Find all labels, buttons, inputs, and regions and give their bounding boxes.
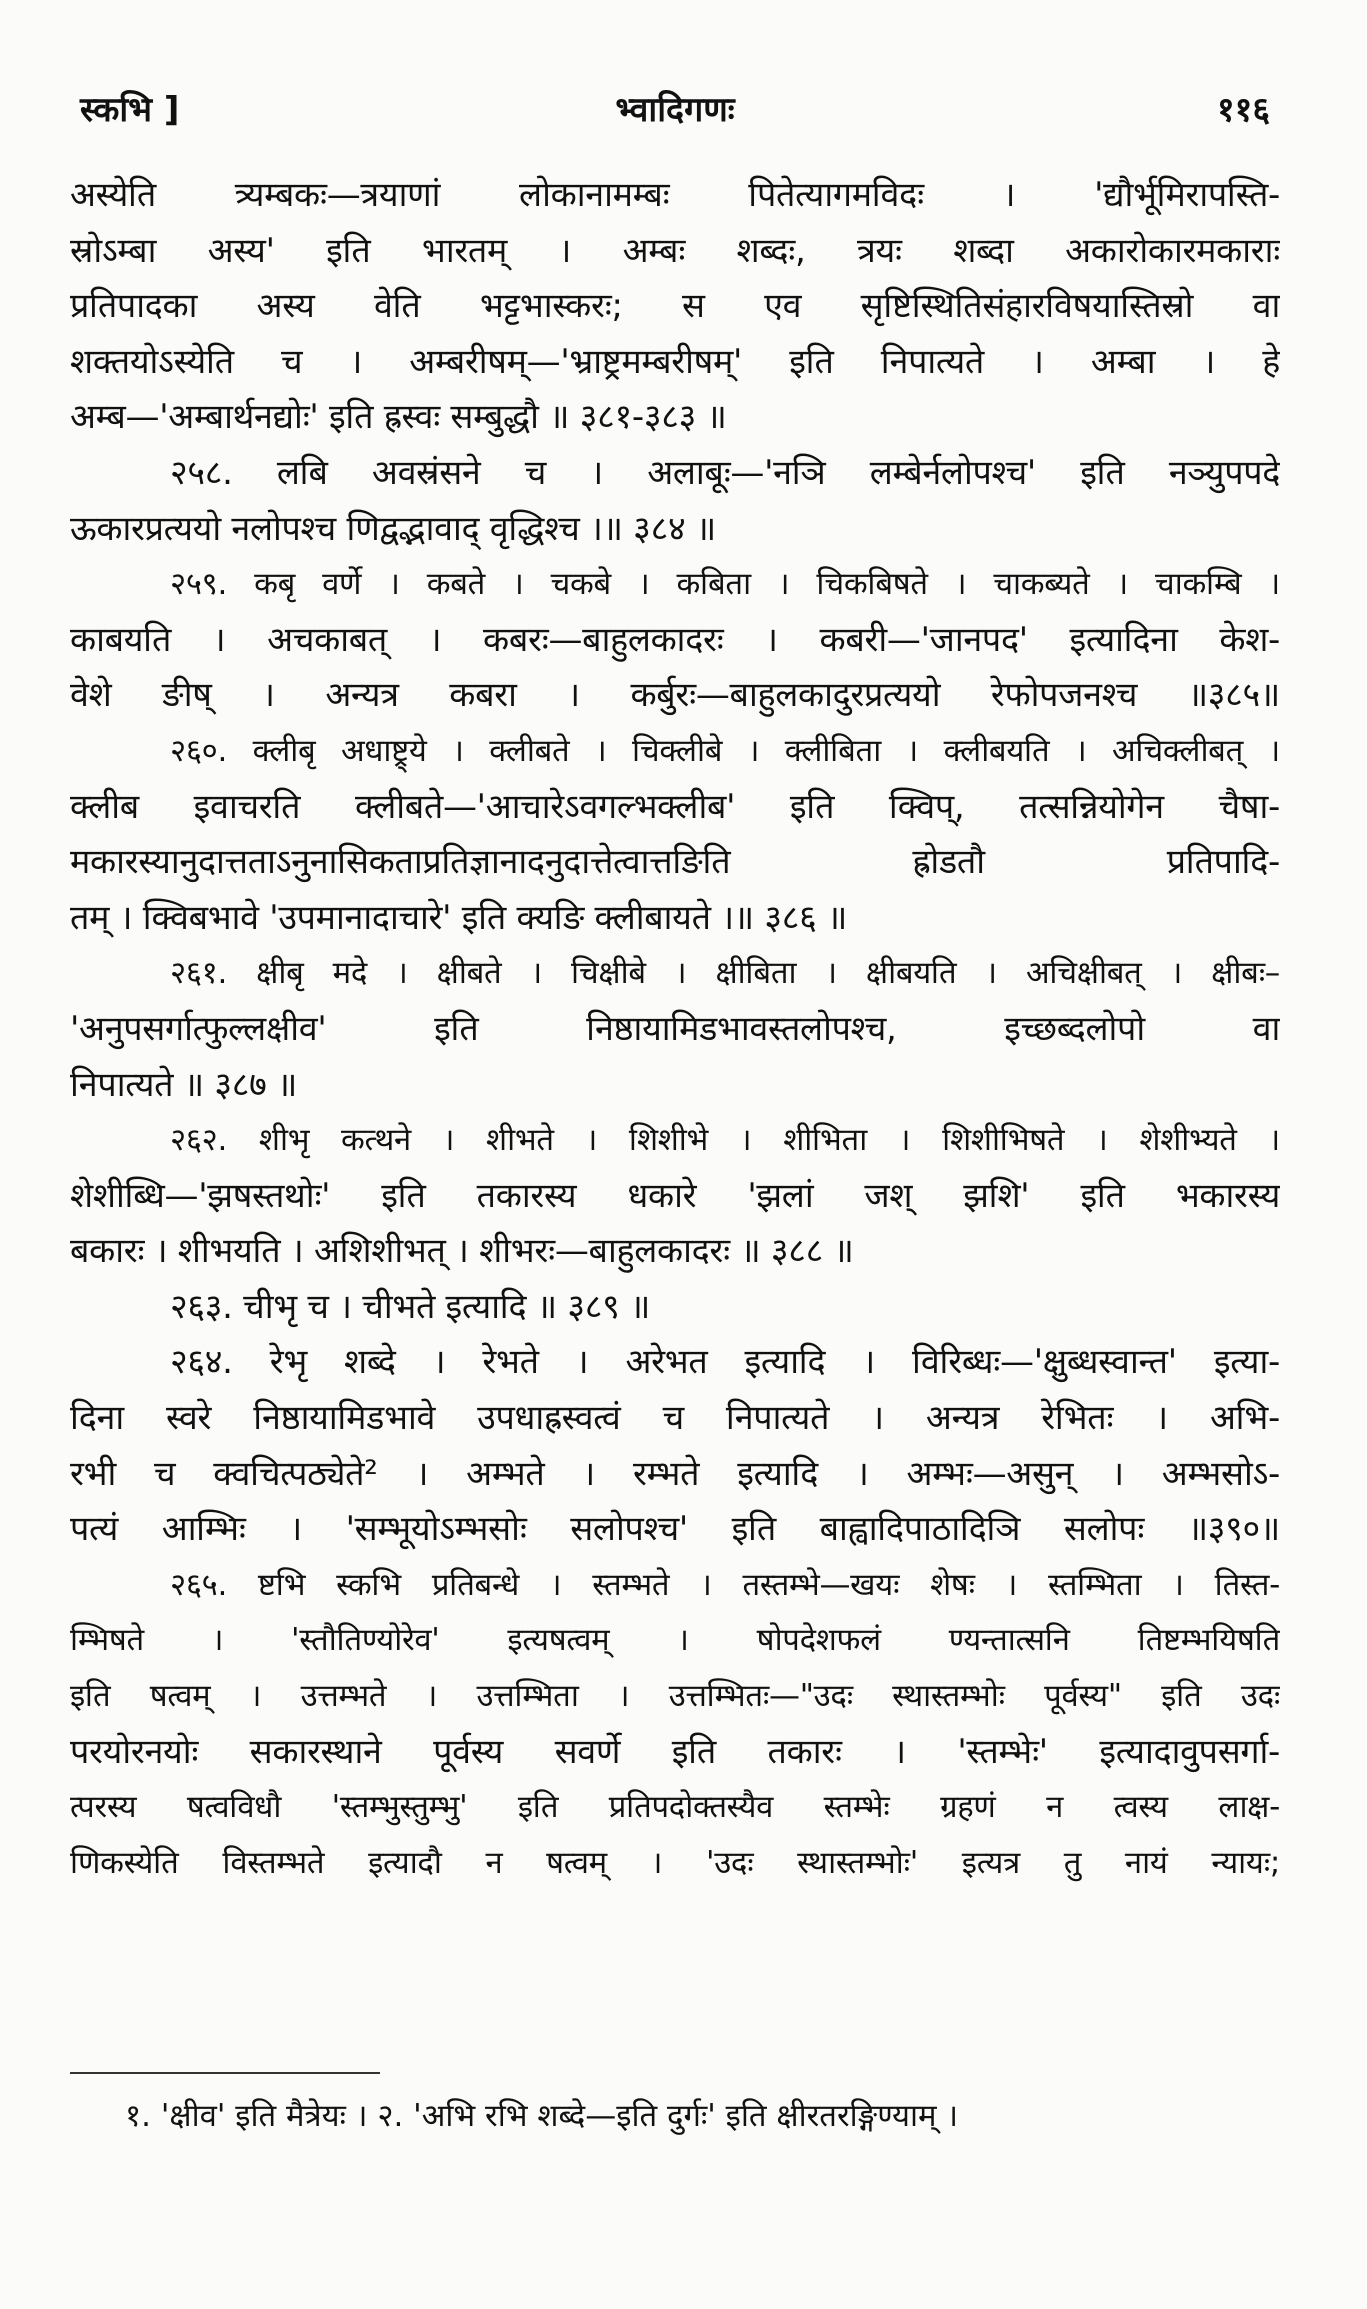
running-header	[80, 80, 1270, 140]
footnotes: १. 'क्षीव' इति मैत्रेयः । २. 'अभि रभि शब्दे—इति दुर्गः' इति क्षीरतरङ्गिण्याम् ।	[125, 2098, 959, 2134]
entry-262-start: २६२. शीभृ कत्थने । शीभते । शिशीभे । शीभिता । शिशीभिषते । शेशीभ्यते ।	[170, 1122, 1280, 1159]
text-line: अम्ब—'अम्बार्थनद्योः' इति ह्रस्वः सम्बुद्धौ ॥ ३८१-३८३ ॥	[70, 397, 727, 438]
text-line: णिकस्येति विस्तम्भते इत्यादौ न षत्वम् । 'उदः स्थास्तम्भोः' इत्यत्र तु नायं न्यायः;	[70, 1844, 1280, 1881]
text-line: काबयति । अचकाबत् । कबरः—बाहुलकादरः । कबरी—'जानपद' इत्यादिना केश-	[70, 619, 1280, 660]
text-line: प्रतिपादका अस्य वेति भट्टभास्करः; स एव सृष्टिस्थितिसंहारविषयास्तिस्रो वा	[70, 286, 1280, 327]
page-number: ११६	[1216, 90, 1270, 130]
text-line: क्लीब इवाचरति क्लीबते—'आचारेऽवगल्भक्लीब' इति क्विप्, तत्सन्नियोगेन चैषा-	[70, 786, 1280, 827]
text-line: पत्यं आम्भिः । 'सम्भूयोऽम्भसोः सलोपश्च' इति बाह्वादिपाठादिञि सलोपः ॥३९०॥	[70, 1509, 1280, 1550]
text-line: वेशे ङीष् । अन्यत्र कबरा । कर्बुरः—बाहुलकादुरप्रत्ययो रेफोपजनश्च ॥३८५॥	[70, 675, 1280, 716]
text-line: शक्तयोऽस्येति च । अम्बरीषम्—'भ्राष्ट्रमम्बरीषम्' इति निपात्यते । अम्बा । हे	[70, 341, 1280, 382]
header-title: भ्वादिगणः	[615, 90, 735, 130]
text-line: रभी च क्वचित्पठ्येते² । अम्भते । रम्भते इत्यादि । अम्भः—असुन् । अम्भसोऽ-	[70, 1453, 1280, 1494]
text-line: मकारस्यानुदात्तताऽनुनासिकताप्रतिज्ञानादनुदात्तेत्वात्तङिति ह्रोडतौ प्रतिपादि-	[70, 842, 1280, 883]
text-line: अस्येति त्र्यम्बकः—त्रयाणां लोकानामम्बः पितेत्यागमविदः । 'द्यौर्भूमिरापस्ति-	[70, 175, 1280, 215]
entry-258-start: २५८. लबि अवस्रंसने च । अलाबूः—'नञि लम्बेर्नलोपश्च' इति नञ्युपपदे	[170, 452, 1280, 493]
entry-261-start: २६१. क्षीबृ मदे । क्षीबते । चिक्षीबे । क्षीबिता । क्षीबयति । अचिक्षीबत् । क्षीबः–	[170, 955, 1280, 992]
footnote-divider	[70, 2072, 380, 2074]
text-line: तम् । क्विबभावे 'उपमानादाचारे' इति क्यङि क्लीबायते ।॥ ३८६ ॥	[70, 897, 848, 938]
entry-260-start: २६०. क्लीबृ अधाष्ट्र्ये । क्लीबते । चिक्लीबे । क्लीबिता । क्लीबयति । अचिक्लीबत् ।	[170, 732, 1280, 769]
body-text	[70, 168, 1280, 1891]
entry-263: २६३. चीभृ च । चीभते इत्यादि ॥ ३८९ ॥	[170, 1286, 651, 1327]
text-line: ऊकारप्रत्ययो नलोपश्च णिद्वद्भावाद् वृद्धिश्च ।॥ ३८४ ॥	[70, 508, 716, 549]
text-line: बकारः । शीभयति । अशिशीभत् । शीभरः—बाहुलकादरः ॥ ३८८ ॥	[70, 1231, 854, 1272]
entry-264-start: २६४. रेभृ शब्दे । रेभते । अरेभत इत्यादि । विरिब्धः—'क्षुब्धस्वान्त' इत्या-	[170, 1342, 1280, 1383]
text-line: इति षत्वम् । उत्तम्भते । उत्तम्भिता । उत्तम्भितः—"उदः स्थास्तम्भोः पूर्वस्य" इति उदः	[70, 1678, 1280, 1715]
text-line: परयोरनयोः सकारस्थाने पूर्वस्य सवर्णे इति तकारः । 'स्तम्भेः' इत्यादावुपसर्गा-	[70, 1731, 1280, 1772]
text-line: त्परस्य षत्वविधौ 'स्तम्भुस्तुम्भु' इति प्रतिपदोक्तस्यैव स्तम्भेः ग्रहणं न त्वस्य लाक्ष-	[70, 1789, 1280, 1826]
text-line: स्रोऽम्बा अस्य' इति भारतम् । अम्बः शब्दः, त्रयः शब्दा अकारोकारमकाराः	[70, 230, 1280, 271]
entry-259-start: २५९. कबृ वर्णे । कबते । चकबे । कबिता । चिकबिषते । चाकब्यते । चाकम्बि ।	[170, 566, 1280, 603]
text-line: दिना स्वरे निष्ठायामिडभावे उपधाह्रस्वत्वं च निपात्यते । अन्यत्र रेभितः । अभि-	[70, 1398, 1280, 1439]
entry-265-start: २६५. ष्टभि स्कभि प्रतिबन्धे । स्तम्भते । तस्तम्भे—खयः शेषः । स्तम्भिता । तिस्त-	[170, 1566, 1280, 1603]
text-line: निपात्यते ॥ ३८७ ॥	[70, 1064, 298, 1105]
text-line: म्भिषते । 'स्तौतिण्योरेव' इत्यषत्वम् । षोपदेशफलं ण्यन्तात्सनि तिष्टम्भयिषति	[70, 1622, 1280, 1659]
header-left: स्कभि ]	[80, 90, 180, 130]
text-line: 'अनुपसर्गात्फुल्लक्षीव' इति निष्ठायामिडभावस्तलोपश्च, इच्छब्दलोपो वा	[70, 1008, 1280, 1049]
text-line: शेशीब्धि—'झषस्तथोः' इति तकारस्य धकारे 'झलां जश् झशि' इति भकारस्य	[70, 1175, 1280, 1216]
